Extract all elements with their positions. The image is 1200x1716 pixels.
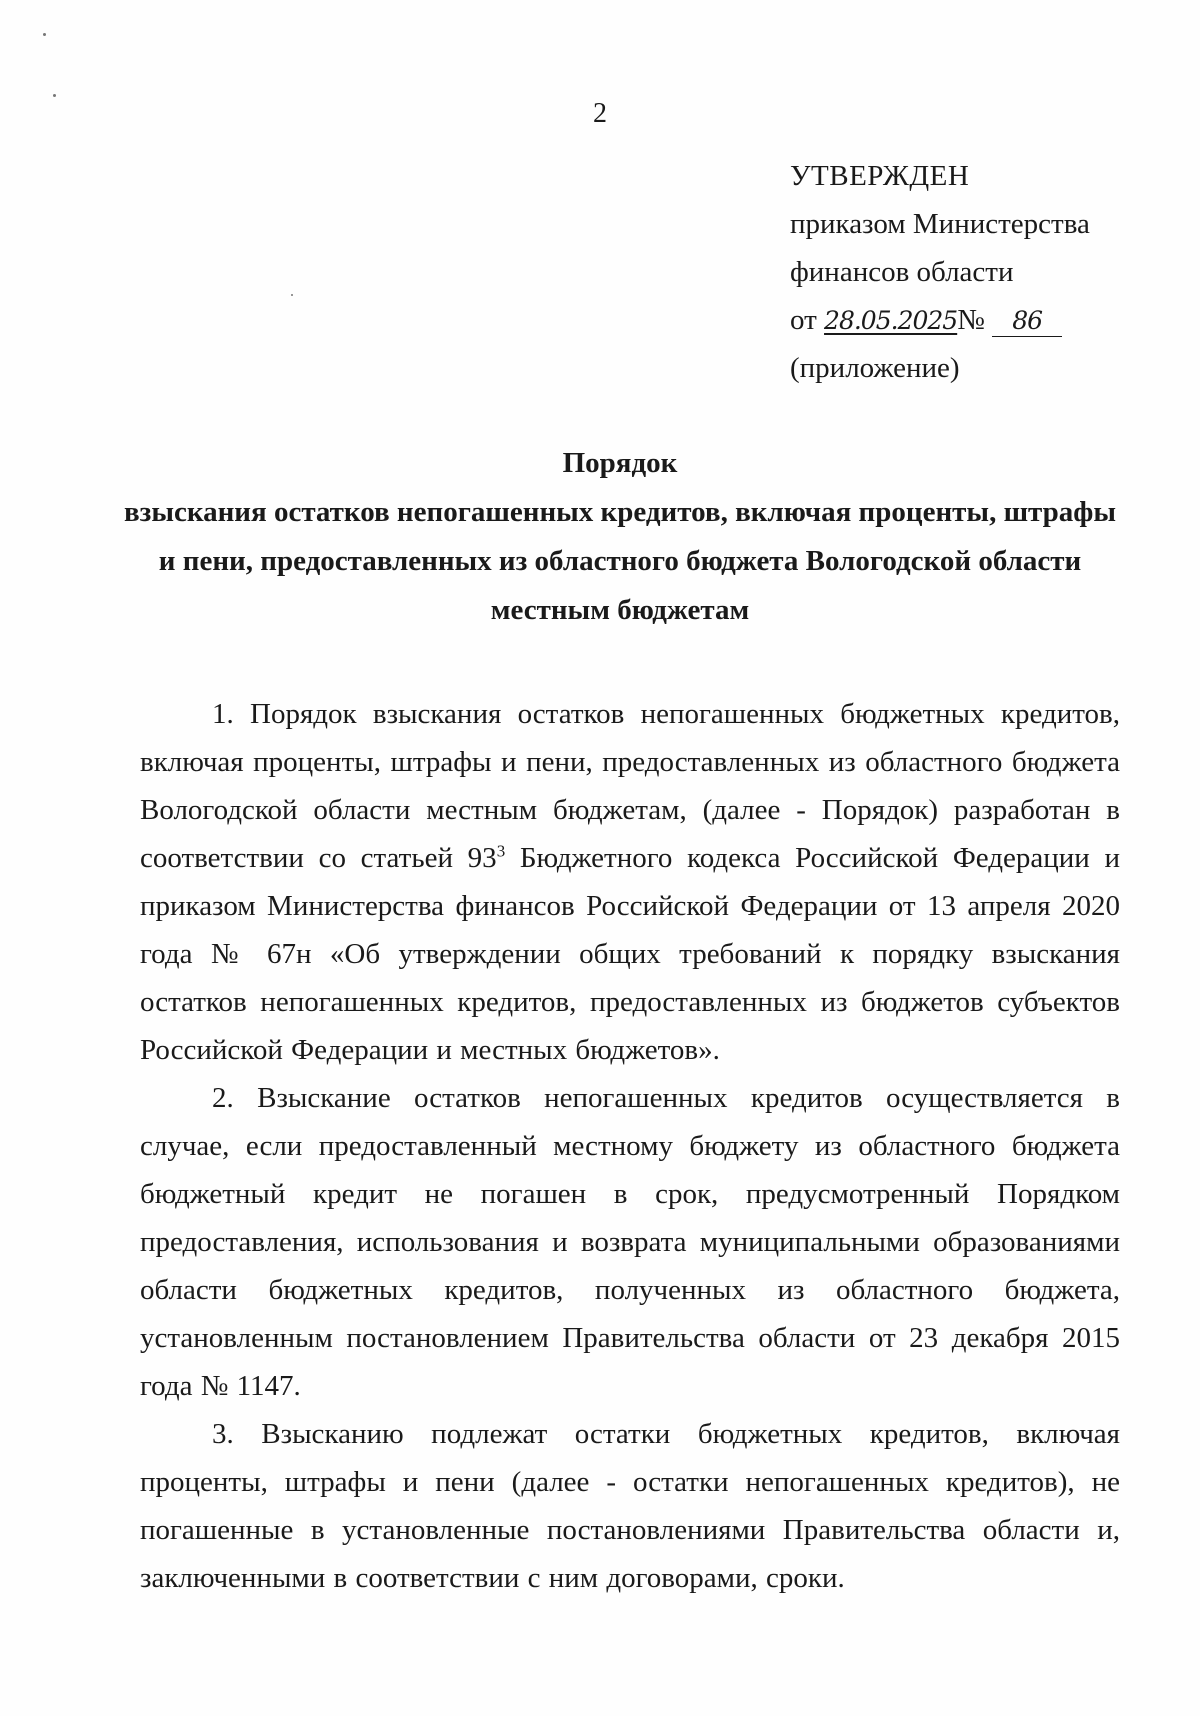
scan-speck (53, 94, 56, 97)
number-sign: № (957, 304, 985, 336)
paragraph-1-superscript: 3 (496, 841, 506, 861)
page-number: 2 (593, 98, 607, 129)
paragraph-1-text-b: Бюджетного кодекса Российской Федерации и приказом Министерства финансов Российской Федерации от 13 апреля 2020 года № 67н «Об утверждении общих требований к порядку взыскания остатков непогашенных кредитов, предоставленных из бюджетов субъектов Российской Федерации и местных бюджетов». (140, 842, 1120, 1066)
title-line-1: Порядок (562, 447, 678, 479)
paragraph-1 (140, 690, 1120, 1074)
handwritten-date: 28.05.2025 (824, 306, 958, 335)
approval-line-1: приказом Министерства (790, 208, 1090, 240)
approval-note: (приложение) (790, 352, 960, 384)
approval-line-2: финансов области (790, 256, 1014, 288)
approval-stamp (790, 156, 1170, 396)
paragraph-2: 2. Взыскание остатков непогашенных кредитов осуществляется в случае, если предоставленный местному бюджету из областного бюджета бюджетный кредит не погашен в срок, предусмотренный Порядком предоставления, использования и возврата муниципальными образованиями области бюджетных кредитов, полученных из областного бюджета, установленным постановлением Правительства области от 23 декабря 2015 года № 1147. (140, 1082, 1120, 1402)
title-line-4: местным бюджетам (490, 594, 750, 626)
paragraph-1-text-a: 1. Порядок взыскания остатков непогашенных бюджетных кредитов, включая проценты, штрафы и пени, предоставленных из областного бюджета Вологодской области местным бюджетам, (далее - Порядок) разработан в соответствии со статьей 93 (140, 698, 1120, 874)
date-prefix: от (790, 304, 817, 336)
scan-speck (291, 294, 293, 296)
handwritten-order-number: 86 (992, 306, 1062, 337)
title-line-3: и пени, предоставленных из областного бюджета Вологодской области (158, 545, 1082, 577)
title-line-2: взыскания остатков непогашенных кредитов, включая проценты, штрафы (124, 496, 1116, 528)
scan-speck (43, 33, 46, 36)
approval-heading: УТВЕРЖДЕН (790, 160, 970, 192)
document-title (120, 443, 1120, 639)
approval-date-line (790, 300, 1170, 348)
document-body (140, 690, 1120, 1602)
paragraph-3: 3. Взысканию подлежат остатки бюджетных кредитов, включая проценты, штрафы и пени (далее - остатки непогашенных кредитов), не погашенные в установленные постановлениями Правительства области и, заключенными в соответствии с ним договорами, сроки. (140, 1418, 1120, 1594)
